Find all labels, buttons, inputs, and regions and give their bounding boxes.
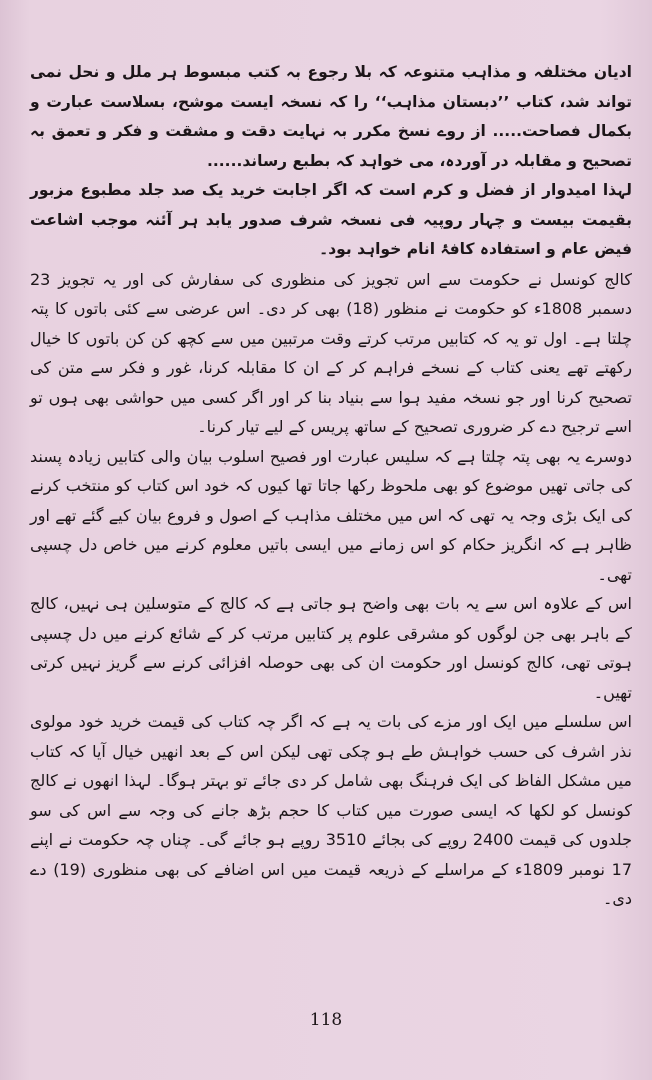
page-number: 118 <box>309 1010 343 1030</box>
paragraph-outside-scholars: اس کے علاوہ اس سے یہ بات بھی واضح ہو جاتی ہے کہ کالج کے متوسلین ہی نہیں، کالج کے باہر بھی جن لوگوں کو مشرقی علوم پر کتابیں مرتب کر کے شائع کرنے میں دل چسپی ہوتی تھی، کالج کونسل اور حکومت ان کی بھی حوصلہ افزائی کرنے سے گریز نہیں کرتی تھیں۔ <box>30 594 632 702</box>
persian-quote-paragraph-1: ادیان مختلفہ و مذاہب متنوعہ کہ بلا رجوع بہ کتب مبسوط ہر ملل و نحل نمی تواند شد، کتاب ’’دبستان مذاہب‘‘ را کہ نسخہ ایست موشح، بسلاست عبارت و بکمال فصاحت..... از روے نسخ مکرر بہ نہایت دقت و مشقت و فکر و تعمق بہ تصحیح و مقابلہ در آوردہ، می خواہد کہ بطبع رساند...... <box>30 63 632 170</box>
persian-quote-paragraph-2: لہذا امیدوار از فضل و کرم است کہ اگر اجابت خرید یک صد جلد مطبوع مزبور بقیمت بیست و چہار روپیہ فی نسخہ شرف صدور یابد ہر آئنہ موجب اشاعت فیض عام و استفادہ کافۂ انام خواہد بود۔ <box>30 181 632 258</box>
page-body-text <box>30 58 632 914</box>
paragraph-style-and-subject: دوسرے یہ بھی پتہ چلتا ہے کہ سلیس عبارت اور فصیح اسلوب بیان والی کتابیں زیادہ پسند کی جاتی تھیں موضوع کو بھی ملحوظ رکھا جاتا تھا کیوں کہ خود اس کتاب کو منتخب کرنے کی ایک بڑی وجہ یہ تھی کہ اس میں مختلف مذاہب کے اصول و فروع بیان کیے گئے تھے اور ظاہر ہے کہ انگریز حکام کو اس زمانے میں ایسی باتیں معلوم کرنے میں خاص دل چسپی تھی۔ <box>30 446 632 584</box>
paragraph-price-increase: اس سلسلے میں ایک اور مزے کی بات یہ ہے کہ اگر چہ کتاب کی قیمت خرید خود مولوی نذر اشرف کی حسب خواہش طے ہو چکی تھی لیکن اس کے بعد انھیں خیال آیا کہ کتاب میں مشکل الفاظ کی ایک فرہنگ بھی شامل کر دی جائے تو بہتر ہوگا۔ لہذا انھوں نے کالج کونسل کو لکھا کہ ایسی صورت میں کتاب کا حجم بڑھ جانے کی وجہ سے اس کی سو جلدوں کی قیمت 2400 روپے کی بجائے 3510 روپے ہو جائے گی۔ چناں چہ حکومت نے اپنے 17 نومبر 1809ء کے مراسلے کے ذریعہ قیمت میں اس اضافے کی بھی منظوری (19) دے دی۔ <box>30 712 632 908</box>
paragraph-council-recommendation: کالج کونسل نے حکومت سے اس تجویز کی منظوری کی سفارش کی اور یہ تجویز 23 دسمبر 1808ء کو حکومت نے منظور (18) بھی کر دی۔ اس عرضی سے کئی باتوں کا پتہ چلتا ہے۔ اول تو یہ کہ کتابیں مرتب کرتے وقت مرتبین میں سے کچھ کن کن باتوں کا خیال رکھتے تھے یعنی کتاب کے نسخے فراہم کر کے ان کا مقابلہ کرنا، غور و فکر سے متن کی تصحیح کرنا اور جو نسخہ مفید ہوا سے بنیاد بنا کر اور اگر کسی میں حواشی بھی ہوں تو اسے ترجیح دے کر ضروری تصحیح کے ساتھ پریس کے لیے تیار کرنا۔ <box>30 269 632 436</box>
